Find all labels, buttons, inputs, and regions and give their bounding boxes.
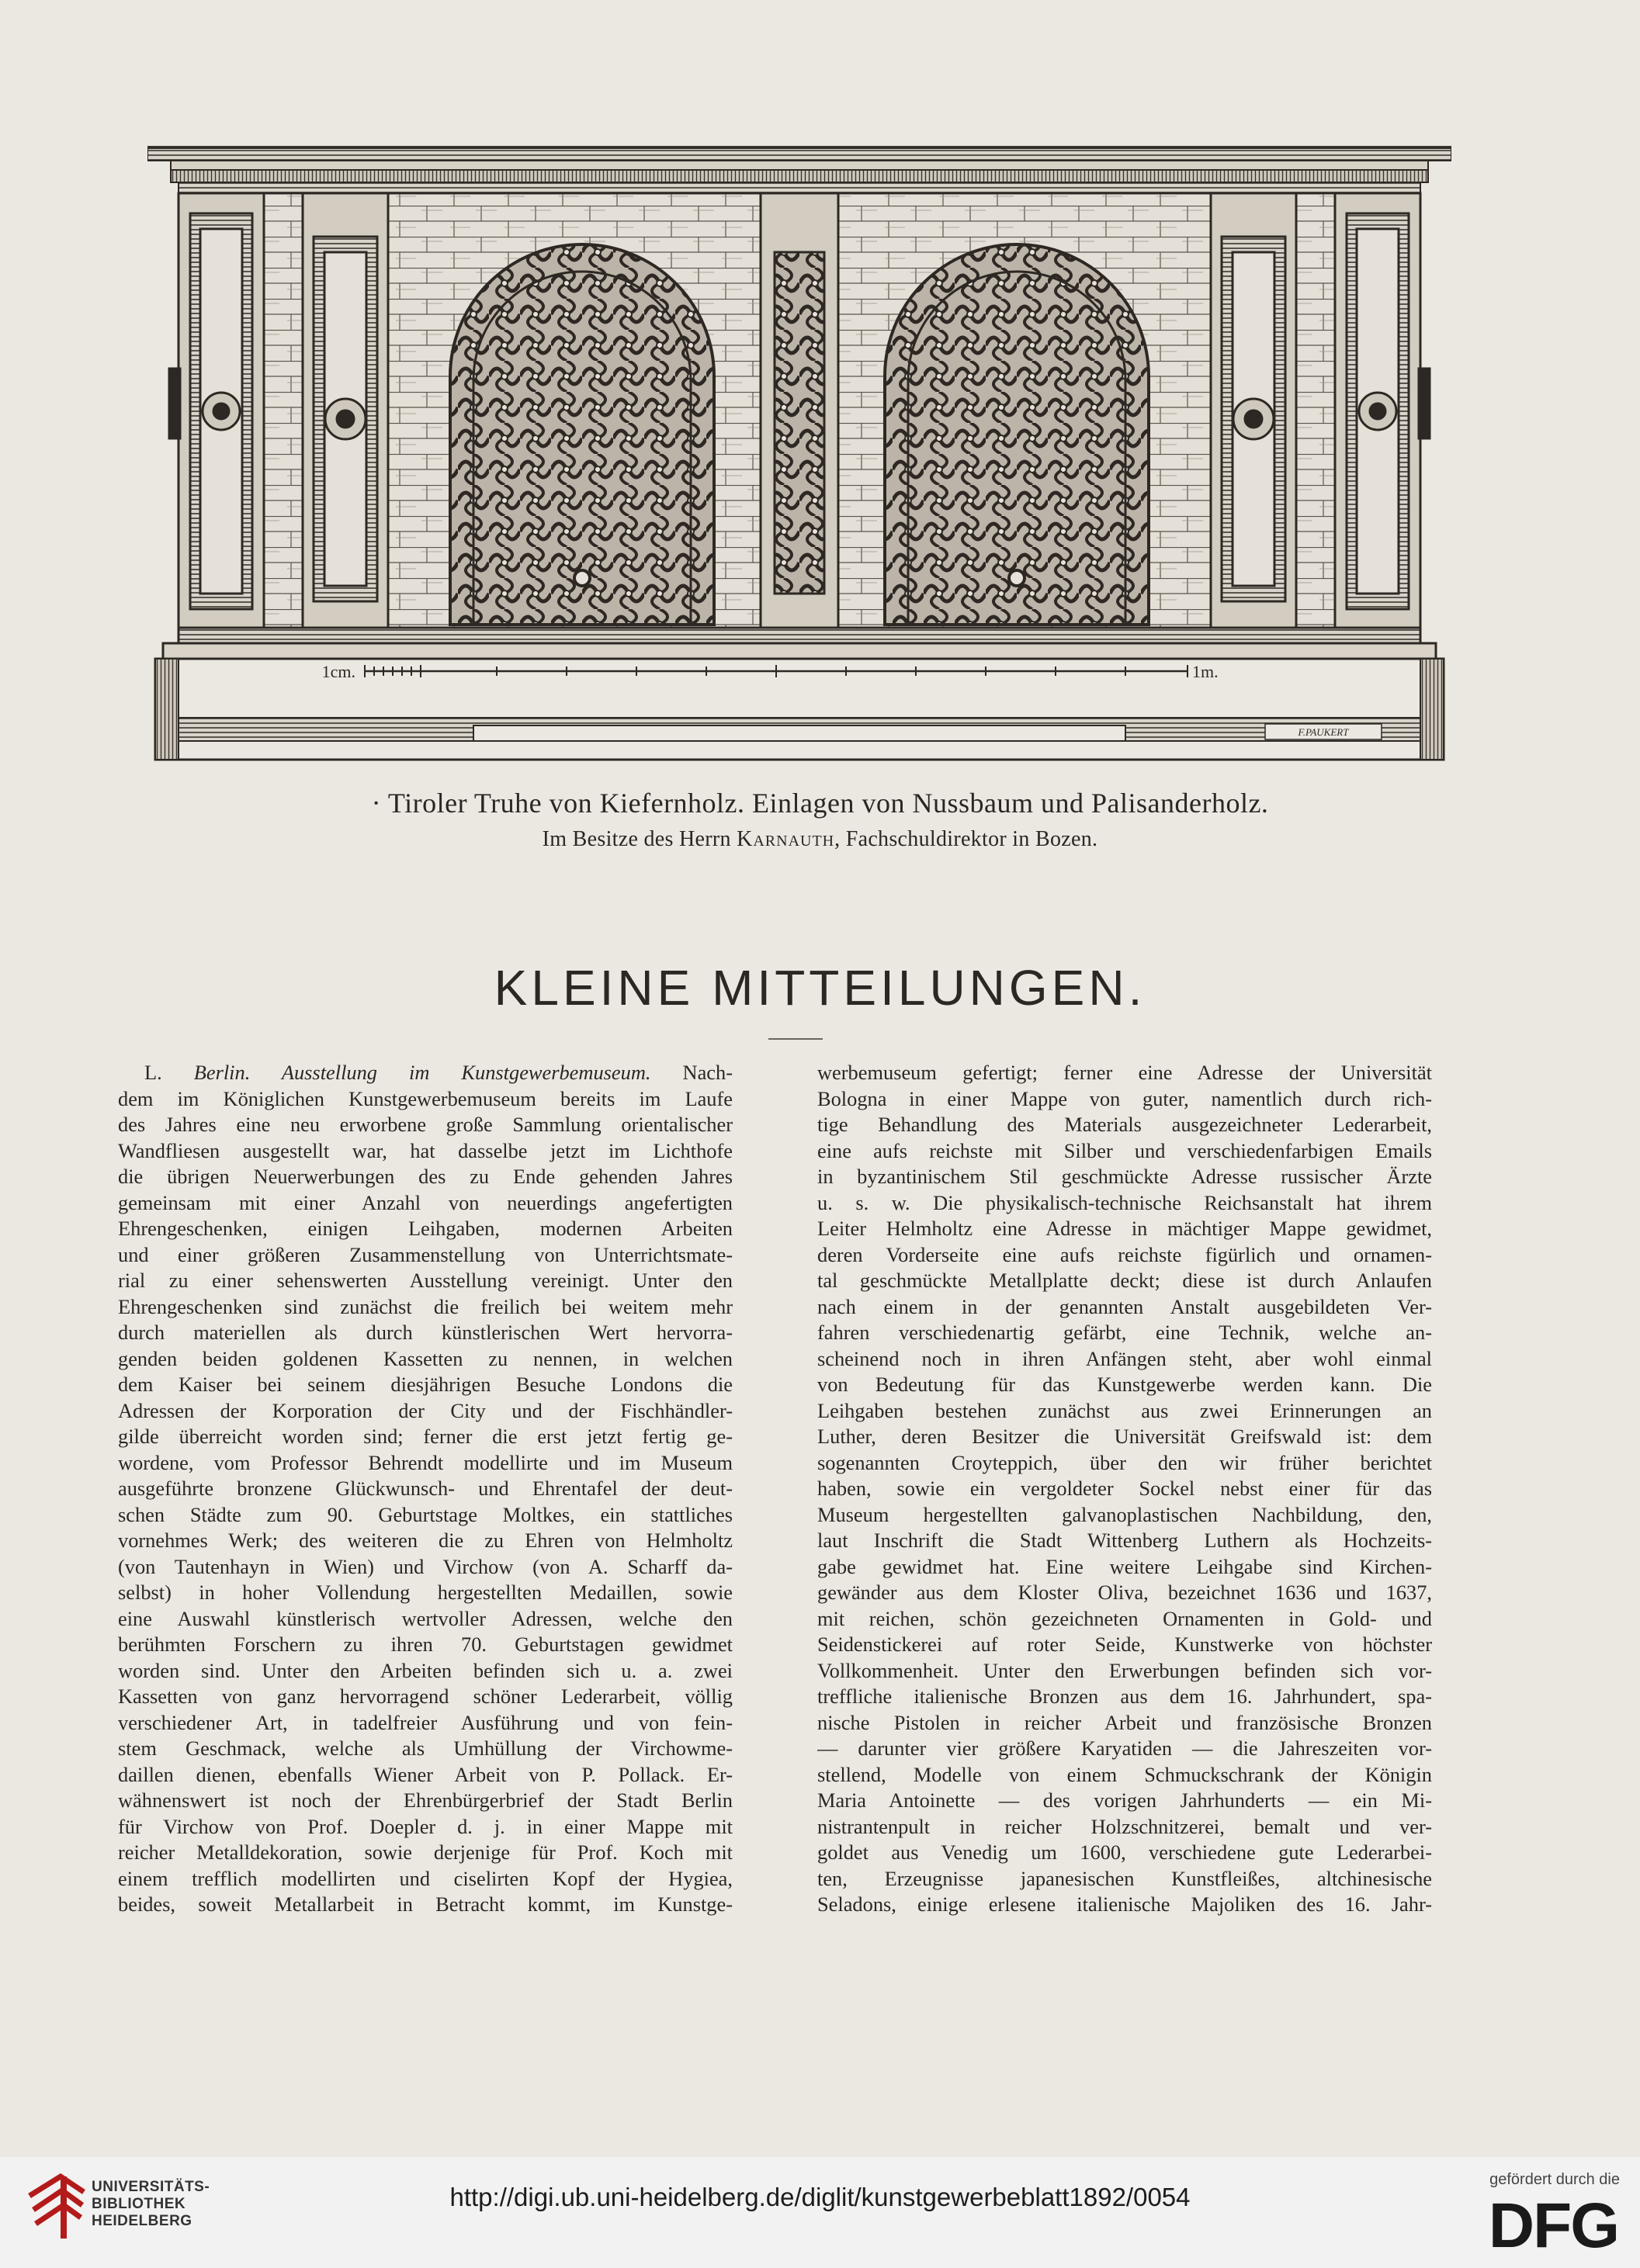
text-line: Adressen der Korporation der City und der Fischhändler- [118, 1398, 733, 1422]
text-line: gilde überreicht worden sind; ferner die erst jetzt fertig ge- [118, 1425, 733, 1448]
text-line: vornehmes Werk; des weiteren die zu Ehren von Helmholtz [118, 1529, 733, 1552]
text-line: Vollkommenheit. Unter den Erwerbungen befinden sich vor- [817, 1658, 1432, 1682]
library-line-2: BIBLIOTHEK [92, 2196, 186, 2212]
right-column-lines [817, 1060, 1432, 1918]
text-line: tige Behandlung des Materials ausgezeichneter Lederarbeit, [817, 1113, 1432, 1136]
text-line: selbst) in hoher Vollendung hergestellten Medaillen, sowie [118, 1581, 733, 1604]
text-line: (von Tautenhayn in Wien) und Virchow (von A. Scharff da- [118, 1554, 733, 1578]
text-line: Bologna in einer Mappe von guter, namentlich durch rich- [817, 1086, 1432, 1110]
caption-sub-suffix: , Fachschuldirektor in Bozen. [834, 827, 1098, 851]
text-line: genden beiden goldenen Kassetten zu nennen, in welchen [118, 1346, 733, 1370]
text-line: Kassetten von ganz hervorragend schöner Lederarbeit, völlig [118, 1685, 733, 1708]
text-line: eine Auswahl künstlerisch wertvoller Adressen, welche den [118, 1606, 733, 1630]
left-column-lines [118, 1086, 733, 1918]
text-line: die übrigen Neuerwerbungen des zu Ende gehenden Jahres [118, 1165, 733, 1188]
text-line: haben, sowie ein vergoldeter Sockel nebst einer für das [817, 1477, 1432, 1500]
caption-sub-prefix: Im Besitze des Herrn [542, 827, 737, 851]
text-line: des Jahres eine neu erworbene große Sammlung orientalischer [118, 1113, 733, 1136]
text-line: in byzantinischem Stil geschmückte Adresse russischer Ärzte [817, 1165, 1432, 1188]
footer-bar [0, 2157, 1640, 2268]
text-line: daillen dienen, ebenfalls Wiener Arbeit von P. Pollack. Er- [118, 1762, 733, 1786]
text-line: ausgeführte bronzene Glückwunsch- und Ehrentafel der deut- [118, 1477, 733, 1500]
text-line: Seidenstickerei auf roter Seide, Kunstwerke von höchster [817, 1633, 1432, 1656]
engraver-signature: F.PAUKERT [1298, 726, 1349, 738]
text-line: nische Pistolen in reicher Arbeit und französische Bronzen [817, 1710, 1432, 1734]
text-line: wordene, vom Professor Behrendt modellirte und im Museum [118, 1450, 733, 1474]
dfg-logo: DFG [1488, 2190, 1618, 2261]
title-divider [768, 1038, 823, 1040]
text-line: von Bedeutung für das Kunstgewerbe werden kann. Die [817, 1373, 1432, 1396]
text-line: dem im Königlichen Kunstgewerbemuseum bereits im Laufe [118, 1086, 733, 1110]
text-line: u. s. w. Die physikalisch-technische Reichsanstalt hat ihrem [817, 1190, 1432, 1214]
text-line: und einer größeren Zusammenstellung von Unterrichtsmate- [118, 1242, 733, 1266]
lead-prefix: L. [144, 1061, 194, 1084]
caption-owner-name: Karnauth [737, 827, 835, 851]
footer-url-link[interactable]: http://digi.ub.uni-heidelberg.de/diglit/kunstgewerbeblatt1892/0054 [449, 2183, 1191, 2211]
text-line: ten, Erzeugnisse japanesischen Kunstfleißes, altchinesische [817, 1866, 1432, 1890]
sponsor-label: gefördert durch die [1489, 2171, 1620, 2188]
text-line: Museum hergestellten galvanoplastischen Nachbildung, den, [817, 1502, 1432, 1526]
text-line: worden sind. Unter den Arbeiten befinden sich u. a. zwei [118, 1658, 733, 1682]
text-line: einem trefflich modellirten und ciselirten Kopf der Hygiea, [118, 1866, 733, 1890]
chest-illustration [147, 144, 1451, 764]
text-column-left [118, 1060, 733, 1918]
text-line: Wandfliesen ausgestellt war, hat dasselbe jetzt im Lichthofe [118, 1138, 733, 1162]
library-line-1: UNIVERSITÄTS- [92, 2179, 210, 2195]
text-line: beides, soweit Metallarbeit in Betracht kommt, im Kunstge- [118, 1892, 733, 1916]
text-line: nistrantenpult in reicher Holzschnitzerei, bemalt und ver- [817, 1814, 1432, 1838]
text-line: gewänder aus dem Kloster Oliva, bezeichnet 1636 und 1637, [817, 1581, 1432, 1604]
text-column-right [817, 1060, 1432, 1918]
library-line-3: HEIDELBERG [92, 2213, 192, 2229]
text-line: durch materiellen als durch künstlerischen Wert hervorra- [118, 1321, 733, 1344]
text-line: goldet aus Venedig um 1600, verschiedene gute Lederarbei- [817, 1840, 1432, 1864]
section-title: KLEINE MITTEILUNGEN. [494, 960, 1146, 1016]
text-line: — darunter vier größere Karyatiden — die Jahreszeiten vor- [817, 1736, 1432, 1760]
text-line: reicher Metalldekoration, sowie derjenige für Prof. Koch mit [118, 1840, 733, 1864]
text-line: Leihgaben bestehen zunächst aus zwei Erinnerungen an [817, 1398, 1432, 1422]
text-line: für Virchow von Prof. Doepler d. j. in einer Mappe mit [118, 1814, 733, 1838]
figure-caption: · Tiroler Truhe von Kiefernholz. Einlagen von Nussbaum und Palisanderholz. [371, 788, 1269, 819]
text-line: verschiedener Art, in tadelfreier Ausführung und von fein- [118, 1710, 733, 1734]
text-line: eine aufs reichste mit Silber und verschiedenfarbigen Emails [817, 1138, 1432, 1162]
text-line: mit reichen, schön gezeichneten Ornamenten in Gold- und [817, 1606, 1432, 1630]
text-line: rial zu einer sehenswerten Ausstellung vereinigt. Unter den [118, 1269, 733, 1292]
text-line: gemeinsam mit einer Anzahl von neuerdings angefertigten [118, 1190, 733, 1214]
lead-heading: Berlin. Ausstellung im Kunstgewerbemuseum. [193, 1061, 651, 1084]
text-line: dem Kaiser bei seinem diesjährigen Besuche Londons die [118, 1373, 733, 1396]
text-line: nach einem in der genannten Anstalt ausgebildeten Ver- [817, 1294, 1432, 1318]
text-line: stellend, Modelle von einem Schmuckschrank der Königin [817, 1762, 1432, 1786]
text-line: wähnenswert ist noch der Ehrenbürgerbrief der Stadt Berlin [118, 1788, 733, 1812]
text-line: sogenannten Croyteppich, über den wir früher berichtet [817, 1450, 1432, 1474]
text-line: schen Städte zum 90. Geburtstage Moltkes, ein stattliches [118, 1502, 733, 1526]
text-line: Leiter Helmholtz eine Adresse in mächtiger Mappe gewidmet, [817, 1217, 1432, 1240]
lead-line [118, 1060, 733, 1086]
lead-rest: Nach- [650, 1061, 733, 1084]
text-line: fahren verschiedenartig gefärbt, eine Technik, welche an- [817, 1321, 1432, 1344]
figure-caption-sub [0, 827, 1640, 852]
text-line: laut Inschrift die Stadt Wittenberg Luthern als Hochzeits- [817, 1529, 1432, 1552]
text-line: werbemuseum gefertigt; ferner eine Adresse der Universität [817, 1061, 1432, 1084]
scale-label-left: 1cm. [321, 662, 355, 681]
text-line: tal geschmückte Metallplatte deckt; diese ist durch Anlaufen [817, 1269, 1432, 1292]
text-line: Ehrengeschenken, einigen Leihgaben, modernen Arbeiten [118, 1217, 733, 1240]
text-line: Ehrengeschenken sind zunächst die freilich bei weitem mehr [118, 1294, 733, 1318]
text-line: stem Geschmack, welche als Umhüllung der Virchowme- [118, 1736, 733, 1760]
text-line: Seladons, einige erlesene italienische Majoliken des 16. Jahr- [817, 1892, 1432, 1916]
text-line: scheinend noch in ihren Anfängen steht, aber wohl einmal [817, 1346, 1432, 1370]
scale-label-right: 1m. [1192, 662, 1219, 681]
text-line: gabe gewidmet hat. Eine weitere Leihgabe sind Kirchen- [817, 1554, 1432, 1578]
text-line: Maria Antoinette — des vorigen Jahrhunderts — ein Mi- [817, 1788, 1432, 1812]
text-line: deren Vorderseite eine aufs reichste figürlich und ornamen- [817, 1242, 1432, 1266]
text-line: Luther, deren Besitzer die Universität Greifswald ist: dem [817, 1425, 1432, 1448]
text-line: berühmten Forschern zu ihren 70. Geburtstagen gewidmet [118, 1633, 733, 1656]
text-line: treffliche italienische Bronzen aus dem 16. Jahrhundert, spa- [817, 1685, 1432, 1708]
